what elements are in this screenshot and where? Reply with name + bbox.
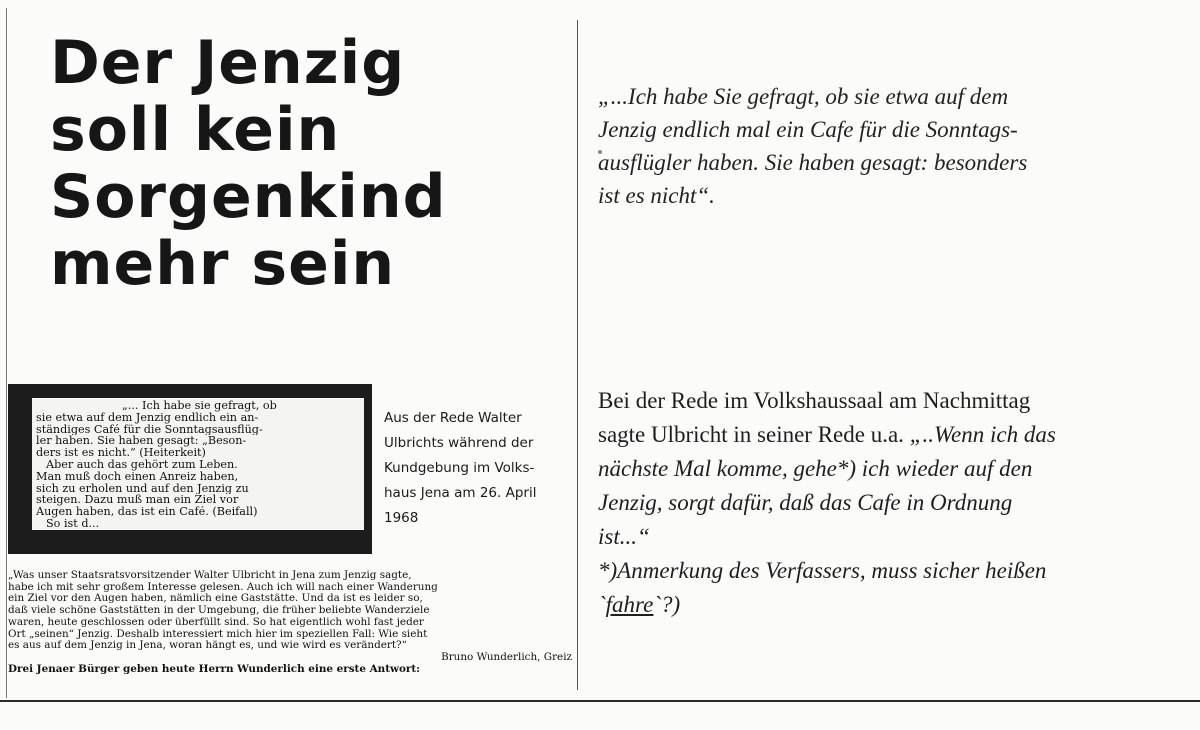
clipping-line: Aber auch das gehört zum Leben. — [46, 458, 238, 471]
page-edge-line — [6, 8, 7, 698]
letter-line: waren, heute geschlossen oder überfüllt sind. So hat eigentlich wohl fast jeder — [8, 616, 424, 628]
author-note-line — [598, 554, 1193, 588]
speech-line — [598, 486, 1193, 520]
letter-closing: Drei Jenaer Bürger geben heute Herrn Wunderlich eine erste Antwort: — [8, 663, 420, 675]
quote-line: „...Ich habe Sie gefragt, ob sie etwa auf dem — [598, 84, 1009, 109]
note-close: `?) — [653, 592, 681, 617]
speech-line: Bei der Rede im Volkshaussaal am Nachmittag — [598, 388, 1031, 413]
clipping-line: So ist d... — [46, 517, 100, 530]
reader-letter — [8, 570, 576, 675]
photo-caption — [384, 406, 572, 531]
quote-clipping-frame — [8, 384, 372, 554]
headline-line: soll kein — [50, 95, 341, 165]
quote-line: ist es nicht“. — [598, 183, 715, 208]
typed-quote — [598, 80, 1178, 212]
note-open: ` — [598, 592, 606, 617]
clipping-line: steigen. Dazu muß man ein Ziel vor — [36, 494, 239, 507]
letter-line: Ort „seinen“ Jenzig. Deshalb interessiert mich hier im speziellen Fall: Wie sieht — [8, 628, 428, 640]
letter-line: habe ich mit sehr großem Interesse gelesen. Auch ich will nach einer Wanderung — [8, 581, 438, 593]
quote-line: Jenzig endlich mal ein Cafe für die Sonntags- — [598, 117, 1018, 142]
caption-line: Kundgebung im Volks- — [384, 460, 535, 476]
clipping-line: „... Ich habe sie gefragt, ob — [122, 400, 277, 412]
caption-line: Ulbrichts während der — [384, 435, 534, 451]
caption-line: haus Jena am 26. April — [384, 485, 537, 501]
speech-quote: ist...“ — [598, 524, 650, 549]
caption-line: 1968 — [384, 510, 419, 526]
speech-text: sagte Ulbricht in seiner Rede u.a. — [598, 422, 910, 447]
speech-quote-start: „..Wenn ich das — [909, 422, 1056, 447]
note-underlined-word: fahre — [605, 592, 654, 617]
speech-note — [598, 384, 1193, 622]
author-note: *)Anmerkung des Verfassers, muss sicher heißen — [598, 558, 1047, 583]
letter-signature: Bruno Wunderlich, Greiz — [441, 651, 572, 663]
clipping-line: Man muß doch einen Anreiz haben, — [36, 470, 239, 483]
headline-line: Sorgenkind — [50, 162, 447, 232]
quote-line: ausflügler haben. Sie haben gesagt: besonders — [598, 150, 1028, 175]
speech-quote: nächste Mal komme, gehe*) ich wieder auf den — [598, 456, 1033, 481]
letter-line: ein Ziel vor den Augen haben, nämlich eine Gaststätte. Und da ist es leider so, — [8, 593, 423, 605]
speech-line — [598, 452, 1193, 486]
clipping-line: ständiges Café für die Sonntagsausflüg- — [36, 423, 263, 436]
clipping-line: Augen haben, das ist ein Café. (Beifall) — [36, 506, 258, 518]
speech-line — [598, 520, 1193, 554]
letter-line: es aus auf dem Jenzig in Jena, woran hängt es, und wie wird es verändert?“ — [8, 640, 407, 652]
letter-line: „Was unser Staatsratsvorsitzender Walter Ulbricht in Jena zum Jenzig sagte, — [8, 570, 412, 581]
clipping-line: sie etwa auf dem Jenzig endlich ein an- — [36, 411, 259, 424]
clipping-line: ders ist es nicht.“ (Heiterkeit) — [36, 447, 206, 459]
newspaper-headline — [50, 30, 520, 298]
clipping-line: ler haben. Sie haben gesagt: „Beson- — [36, 435, 247, 448]
column-divider — [577, 20, 578, 690]
caption-line: Aus der Rede Walter — [384, 410, 522, 426]
speech-line — [598, 418, 1193, 452]
speech-quote: Jenzig, sorgt dafür, daß das Cafe in Ordnung — [598, 490, 1013, 515]
headline-line: Der Jenzig — [50, 28, 406, 98]
bottom-rule — [0, 700, 1200, 702]
quote-clipping-text — [32, 398, 364, 530]
headline-line: mehr sein — [50, 229, 396, 299]
letter-line: daß viele schöne Gaststätten in der Umgebung, die früher beliebte Wanderziele — [8, 605, 430, 617]
clipping-line: sich zu erholen und auf den Jenzig zu — [36, 482, 249, 495]
author-note-line — [598, 588, 1193, 622]
